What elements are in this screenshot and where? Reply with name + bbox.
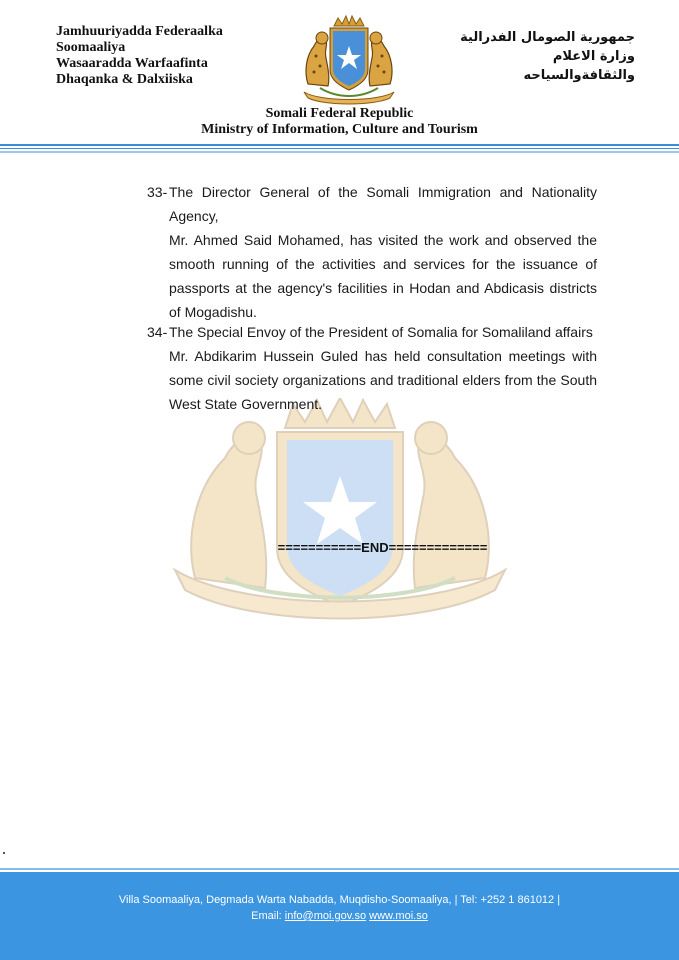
header-arabic-text (460, 28, 635, 85)
item-number: 34- (147, 324, 168, 340)
ministry-name: Ministry of Information, Culture and Tourism (201, 122, 478, 137)
header-arabic-line-2: وزارة الاعلام (552, 49, 635, 64)
footer (0, 872, 679, 960)
header-arabic-line-3: والثقافةوالسياحه (523, 68, 635, 83)
header-somali-line-1: Jamhuuriyadda Federaalka (56, 24, 223, 39)
item-body (169, 320, 597, 416)
footer-email-label: Email: (251, 910, 282, 922)
coat-of-arms-watermark (165, 398, 515, 638)
stray-dot (3, 852, 5, 854)
item-first-line: The Director General of the Somali Immigration and Nationality Agency, (169, 184, 597, 224)
header-somali-line-4: Dhaqanka & Dalxiiska (56, 72, 193, 87)
footer-contact (0, 908, 679, 924)
header-somali-line-3: Wasaaradda Warfaafinta (56, 56, 208, 71)
item-text: Mr. Ahmed Said Mohamed, has visited the work and observed the smooth running of the activities and services for the issuance of passports at the agency's facilities in Hodan and Abdicasis districts of Mogadishu. (169, 232, 597, 320)
news-item-33 (147, 180, 597, 324)
republic-name: Somali Federal Republic (265, 106, 414, 121)
header-somali-text (56, 24, 223, 88)
footer-website-link[interactable]: www.moi.so (369, 910, 428, 922)
header-arabic-line-1: جمهورية الصومال الفدرالية (460, 30, 635, 45)
header-somali-line-2: Soomaaliya (56, 40, 126, 55)
footer-email-link[interactable]: info@moi.gov.so (284, 910, 367, 922)
header-divider (0, 144, 679, 146)
header-divider-thin (0, 148, 679, 149)
item-body (169, 180, 597, 324)
footer-address: Villa Soomaaliya, Degmada Warta Nabadda, Muqdisho-Soomaaliya, | Tel: +252 1 861012 | (118, 894, 561, 906)
item-text: Mr. Abdikarim Hussein Guled has held consultation meetings with some civil society organizations and traditional elders from the South West State Government. (169, 348, 597, 412)
item-first-line: The Special Envoy of the President of Somalia for Somaliland affairs (169, 324, 593, 340)
end-marker: ===========END============= (277, 540, 488, 555)
footer-stripe (0, 868, 679, 870)
header-english-text (0, 106, 679, 138)
news-item-34 (147, 320, 597, 416)
coat-of-arms-emblem (290, 12, 408, 108)
header-divider-light (0, 151, 679, 153)
item-number: 33- (147, 184, 168, 200)
